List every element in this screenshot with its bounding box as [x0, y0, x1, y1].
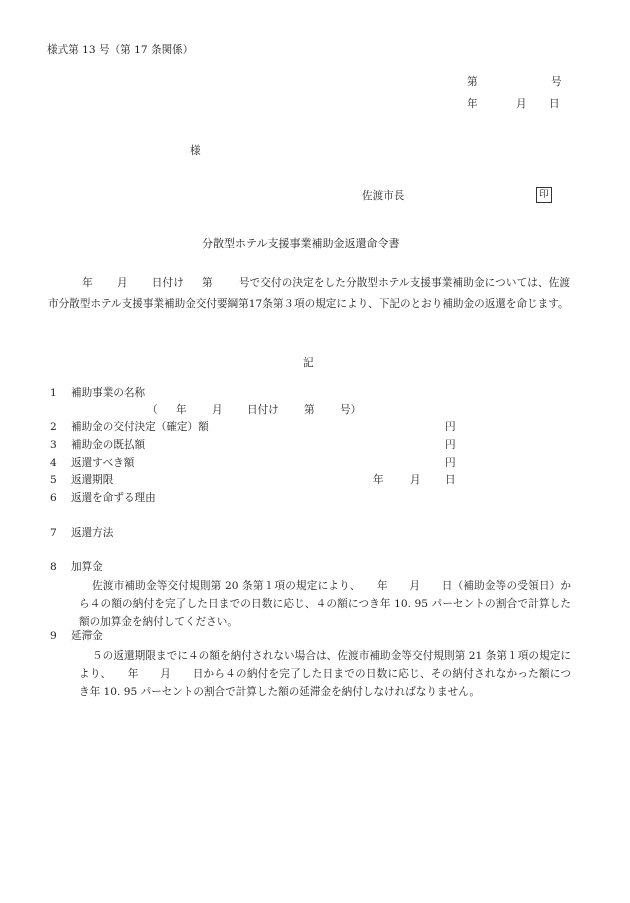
intro-paragraph	[48, 273, 570, 315]
item-5-number: 5	[50, 474, 57, 486]
item-8-number: 8	[50, 561, 57, 573]
item-1-label: 補助事業の名称	[71, 387, 146, 399]
item-1-sub-go: 号）	[340, 404, 362, 416]
item-9-text: ５の返還期限までに４の額を納付されない場合は、佐渡市補助金等交付規則第 21 条第１項の規定により、 年 月 日から４の納付を完了した日までの日数に応じ、その納付されなかった額につき年 10. 95 パーセントの割合で計算した額の延滞金を納付しなければなりません。	[79, 650, 571, 698]
item-9-label: 延滞金	[71, 630, 103, 642]
addressee-suffix: 様	[190, 145, 201, 157]
intro-date: 日付け	[151, 277, 184, 289]
item-3-unit: 円	[445, 439, 456, 451]
item-1-sub-month: 月	[212, 404, 223, 416]
intro-rest: ては、佐渡市分散型ホテル支援事業補助金交付要綱第17条第３項の規定により、下記のとおり補助金の返還を命じます。	[48, 277, 571, 310]
intro-month: 月	[116, 277, 128, 289]
item-1-sub-year: 年	[176, 404, 187, 416]
doc-date-month: 月	[516, 98, 527, 110]
item-3-number: 3	[50, 439, 57, 451]
item-2-label: 補助金の交付決定（確定）額	[71, 421, 209, 433]
doc-number-dai: 第	[467, 76, 478, 88]
item-5-day: 日	[445, 474, 456, 486]
form-label: 様式第 13 号（第 17 条関係）	[47, 44, 194, 56]
item-5-year: 年	[373, 474, 384, 486]
intro-year: 年	[82, 277, 93, 289]
item-1-sub-open: （	[147, 404, 158, 416]
item-2-number: 2	[50, 421, 57, 433]
ki-heading: 記	[303, 357, 314, 369]
intro-dai: 第	[201, 277, 213, 289]
item-3-label: 補助金の既払額	[71, 439, 146, 451]
doc-number-go: 号	[551, 76, 562, 88]
item-5-month: 月	[410, 474, 421, 486]
document-title: 分散型ホテル支援事業補助金返還命令書	[202, 237, 400, 250]
intro-go-text: 号で交付の決定をした分散型ホテル支援事業補助金につい	[238, 277, 517, 289]
issuer-title: 佐渡市長	[362, 190, 405, 202]
item-5-label: 返還期限	[71, 474, 114, 486]
item-8-text: 佐渡市補助金等交付規則第 20 条第１項の規定により、 年 月 日（補助金等の受領日）から４の額の納付を完了した日までの日数に応じ、４の額につき年 10. 95 パーセントの割合で計算した額の加算金を納付してください。	[79, 580, 571, 628]
item-6-number: 6	[50, 492, 57, 504]
item-7-label: 返還方法	[71, 527, 114, 539]
item-4-unit: 円	[445, 457, 456, 469]
item-9-number: 9	[50, 630, 57, 642]
item-1-sub-date: 日付け	[247, 404, 279, 416]
item-4-number: 4	[50, 457, 57, 469]
item-8-label: 加算金	[71, 561, 103, 573]
doc-date-year: 年	[467, 98, 478, 110]
item-7-number: 7	[50, 527, 57, 539]
seal-mark: 印	[536, 187, 552, 203]
item-6-label: 返還を命ずる理由	[71, 492, 156, 504]
doc-date-day: 日	[549, 98, 560, 110]
item-2-unit: 円	[445, 421, 456, 433]
item-1-number: 1	[50, 387, 57, 399]
item-4-label: 返還すべき額	[71, 457, 135, 469]
item-1-sub-dai: 第	[304, 404, 315, 416]
